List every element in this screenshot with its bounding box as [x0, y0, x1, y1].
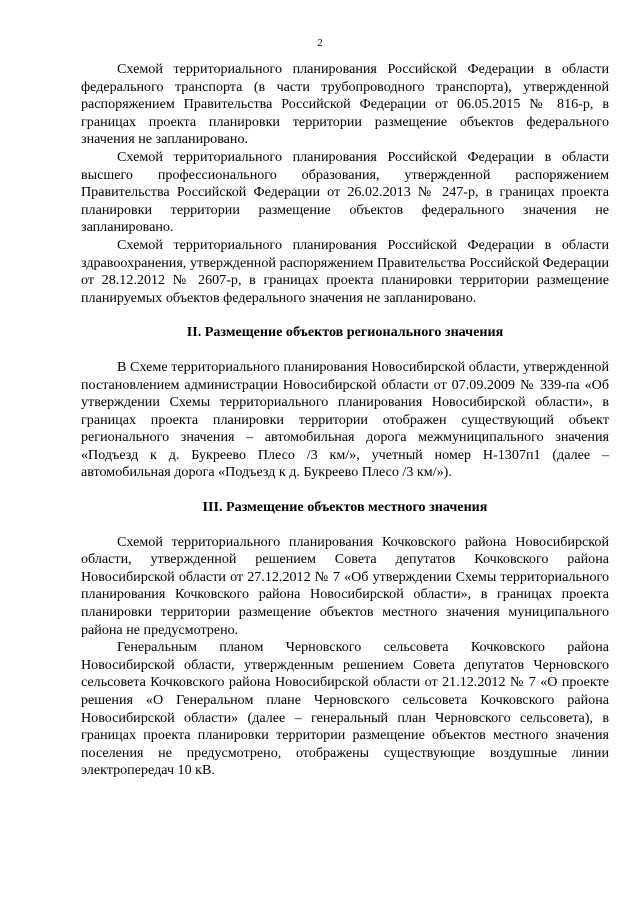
spacer — [81, 342, 609, 359]
spacer — [81, 307, 609, 324]
paragraph-general-plan: Генеральным планом Черновского сельсовета Кочковского района Новосибирской области, утвержденным решением Совета депутатов Черновского сельсовета Кочковского района Новосибирской области от 21.12.2012 № 7 «О проекте решения «О Генеральном плане Черновского сельсовета Кочковского района Новосибирской области» (далее – генеральный план Черновского сельсовета), в границах проекта планировки территории размещение объектов местного значения поселения не предусмотрено, отображены существующие воздушные линии электропередач 10 кВ. — [81, 639, 609, 779]
paragraph-federal-education: Схемой территориального планирования Российской Федерации в области высшего профессионального образования, утвержденной распоряжением Правительства Российской Федерации от 26.02.2013 № 247-р, в границах проекта планировки территории размещение объектов федерального значения не запланировано. — [81, 148, 609, 236]
section-heading-regional: II. Размещение объектов регионального значения — [186, 324, 504, 341]
paragraph-regional-scheme: В Схеме территориального планирования Новосибирской области, утвержденной постановлением администрации Новосибирской области от 07.09.2009 № 339-па «Об утверждении Схемы территориального планирования Новосибирской области», в границах проекта планировки территории отображен существующий объект регионального значения – автомобильная дорога межмуниципального значения «Подъезд к д. Букреево Плесо /3 км/», учетный номер Н-1307п1 (далее – автомобильная дорога «Подъезд к д. Букреево Плесо /3 км/»). — [81, 358, 609, 481]
document-body — [81, 61, 609, 780]
spacer — [81, 517, 609, 534]
section-heading-local: III. Размещение объектов местного значения — [202, 499, 488, 516]
page-number: 2 — [317, 37, 323, 49]
spacer — [81, 482, 609, 499]
paragraph-federal-healthcare: Схемой территориального планирования Российской Федерации в области здравоохранения, утвержденной распоряжением Правительства Российской Федерации от 28.12.2012 № 2607-р, в границах проекта планировки территории размещение планируемых объектов федерального значения не запланировано. — [81, 236, 609, 306]
paragraph-district-scheme: Схемой территориального планирования Кочковского района Новосибирской области, утвержденной решением Совета депутатов Кочковского района Новосибирской области от 27.12.2012 № 7 «Об утверждении Схемы территориального планирования Кочковского района Новосибирской области», в границах проекта планировки территории размещение объектов местного значения муниципального района не предусмотрено. — [81, 533, 609, 638]
paragraph-federal-transport: Схемой территориального планирования Российской Федерации в области федерального транспорта (в части трубопроводного транспорта), утвержденной распоряжением Правительства Российской Федерации от 06.05.2015 № 816-р, в границах проекта планировки территории размещение объектов федерального значения не запланировано. — [81, 61, 609, 148]
